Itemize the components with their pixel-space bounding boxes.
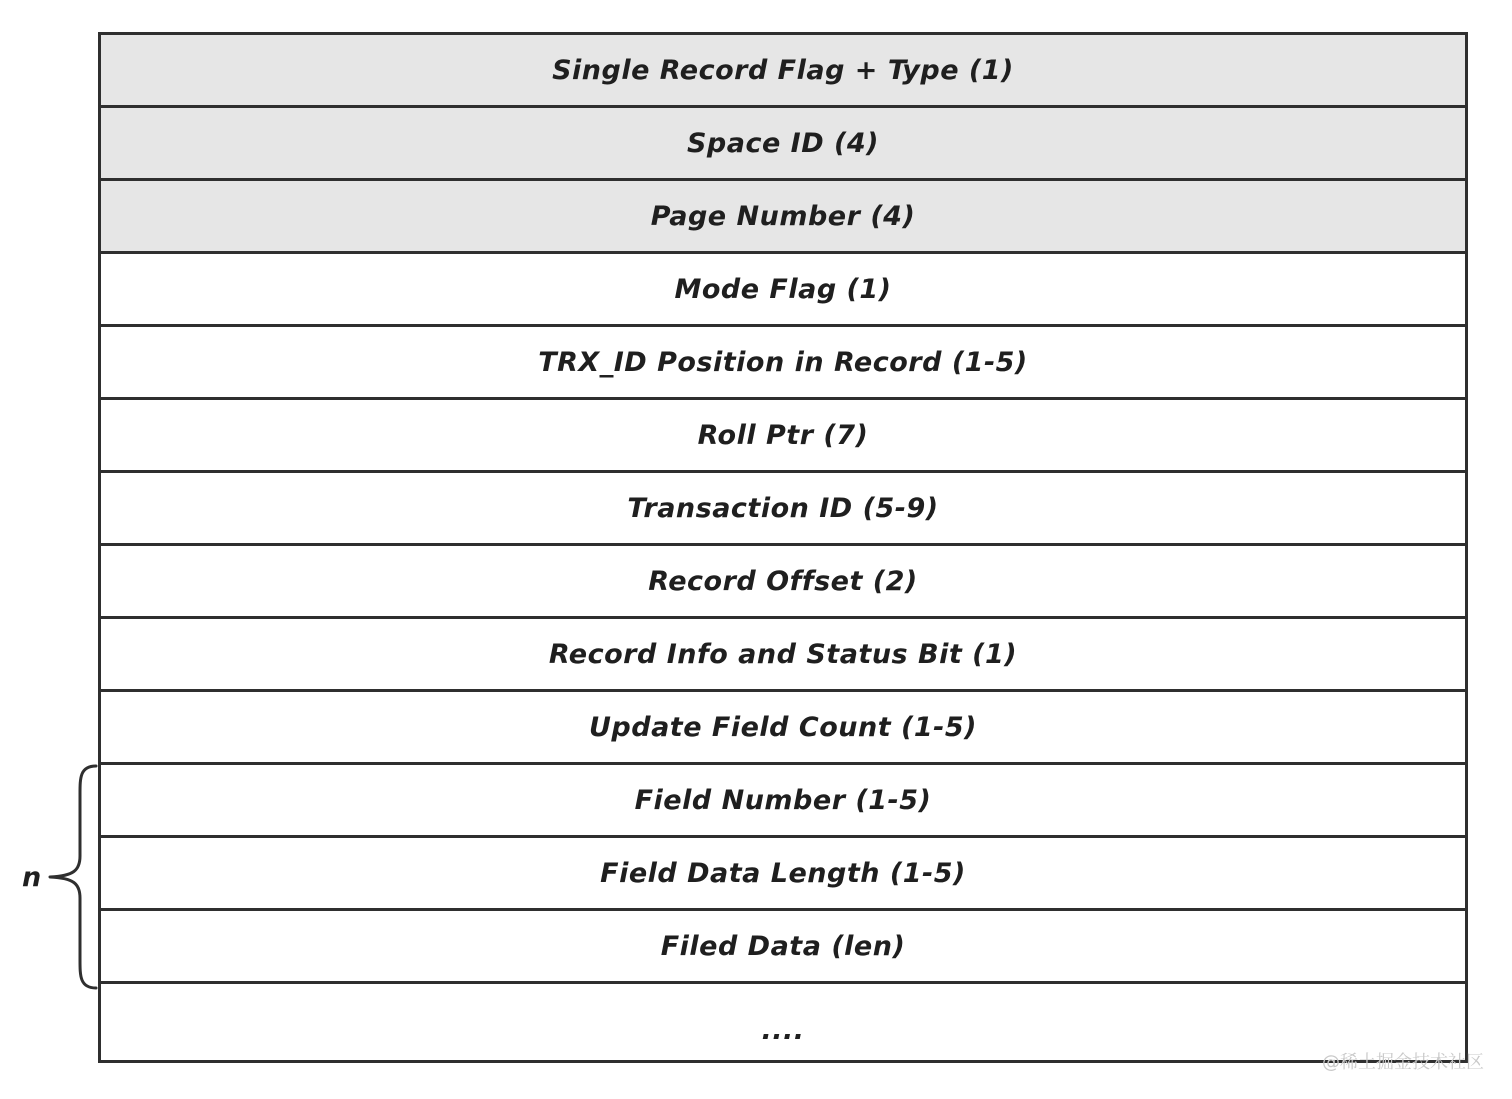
row-label: Roll Ptr (7) [697,419,869,451]
row-ellipsis [101,984,1465,1060]
row-record-info-status-bit [101,619,1465,692]
row-mode-flag [101,254,1465,327]
row-single-record-flag-type [101,35,1465,108]
repeat-count-label: n [22,862,42,893]
row-label: Space ID (4) [686,127,880,159]
row-label: Field Number (1-5) [634,784,932,816]
row-label: Single Record Flag + Type (1) [552,54,1014,86]
row-label: TRX_ID Position in Record (1-5) [538,346,1028,378]
curly-brace-icon [44,764,100,990]
row-label: Field Data Length (1-5) [600,857,966,889]
row-label: Record Offset (2) [648,565,918,597]
row-label: Mode Flag (1) [674,273,892,305]
row-update-field-count [101,692,1465,765]
row-trx-id-position [101,327,1465,400]
row-label: Transaction ID (5-9) [627,492,939,524]
record-layout-table [98,32,1468,1063]
row-label: Record Info and Status Bit (1) [548,638,1018,670]
row-transaction-id [101,473,1465,546]
row-page-number [101,181,1465,254]
row-space-id [101,108,1465,181]
row-label: Filed Data (len) [660,930,906,962]
row-label: Update Field Count (1-5) [589,711,977,743]
row-label: .... [761,1015,805,1046]
row-filed-data [101,911,1465,984]
row-field-number [101,765,1465,838]
row-label: Page Number (4) [650,200,916,232]
row-field-data-length [101,838,1465,911]
row-roll-ptr [101,400,1465,473]
row-record-offset [101,546,1465,619]
watermark: @稀土掘金技术社区 [1322,1052,1484,1073]
